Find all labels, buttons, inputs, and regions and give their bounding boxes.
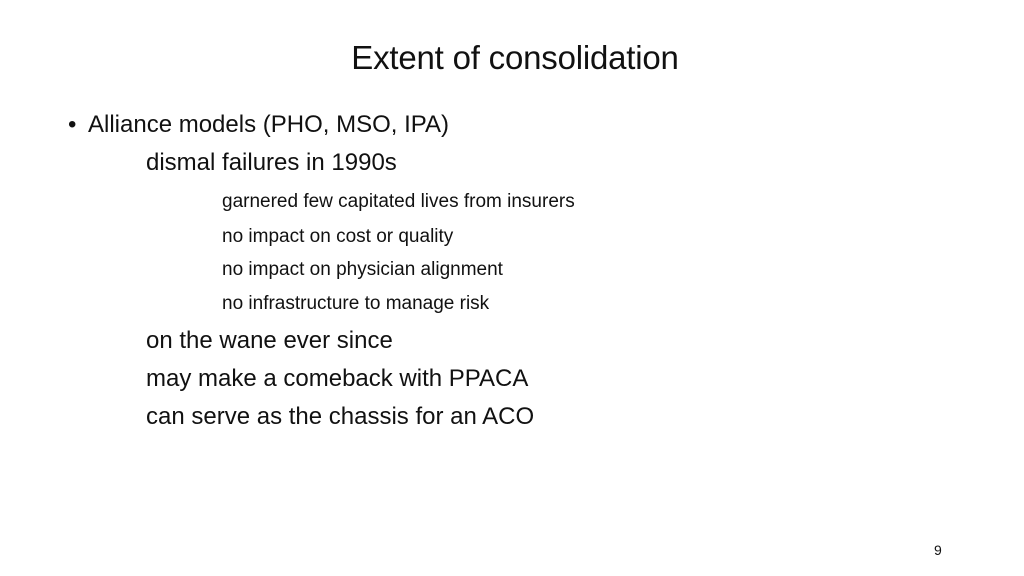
slide-title: Extent of consolidation [351, 39, 679, 76]
page-number: 9 [934, 542, 942, 558]
sub-item-chassis-aco: can serve as the chassis for an ACO [146, 403, 535, 430]
sub-sub-item-no-impact-cost: no impact on cost or quality [222, 226, 454, 247]
bullet-item-alliance-models [68, 110, 449, 140]
bullet-text: Alliance models (PHO, MSO, IPA) [88, 111, 449, 138]
sub-sub-item-no-impact-alignment: no impact on physician alignment [222, 259, 503, 280]
sub-item-comeback-ppaca: may make a comeback with PPACA [146, 365, 529, 392]
sub-item-on-the-wane: on the wane ever since [146, 327, 393, 354]
bullet-marker: • [68, 111, 77, 138]
sub-sub-item-no-infrastructure: no infrastructure to manage risk [222, 293, 490, 314]
sub-item-dismal-failures: dismal failures in 1990s [146, 149, 397, 176]
sub-sub-item-few-capitated-lives: garnered few capitated lives from insurers [222, 191, 575, 212]
